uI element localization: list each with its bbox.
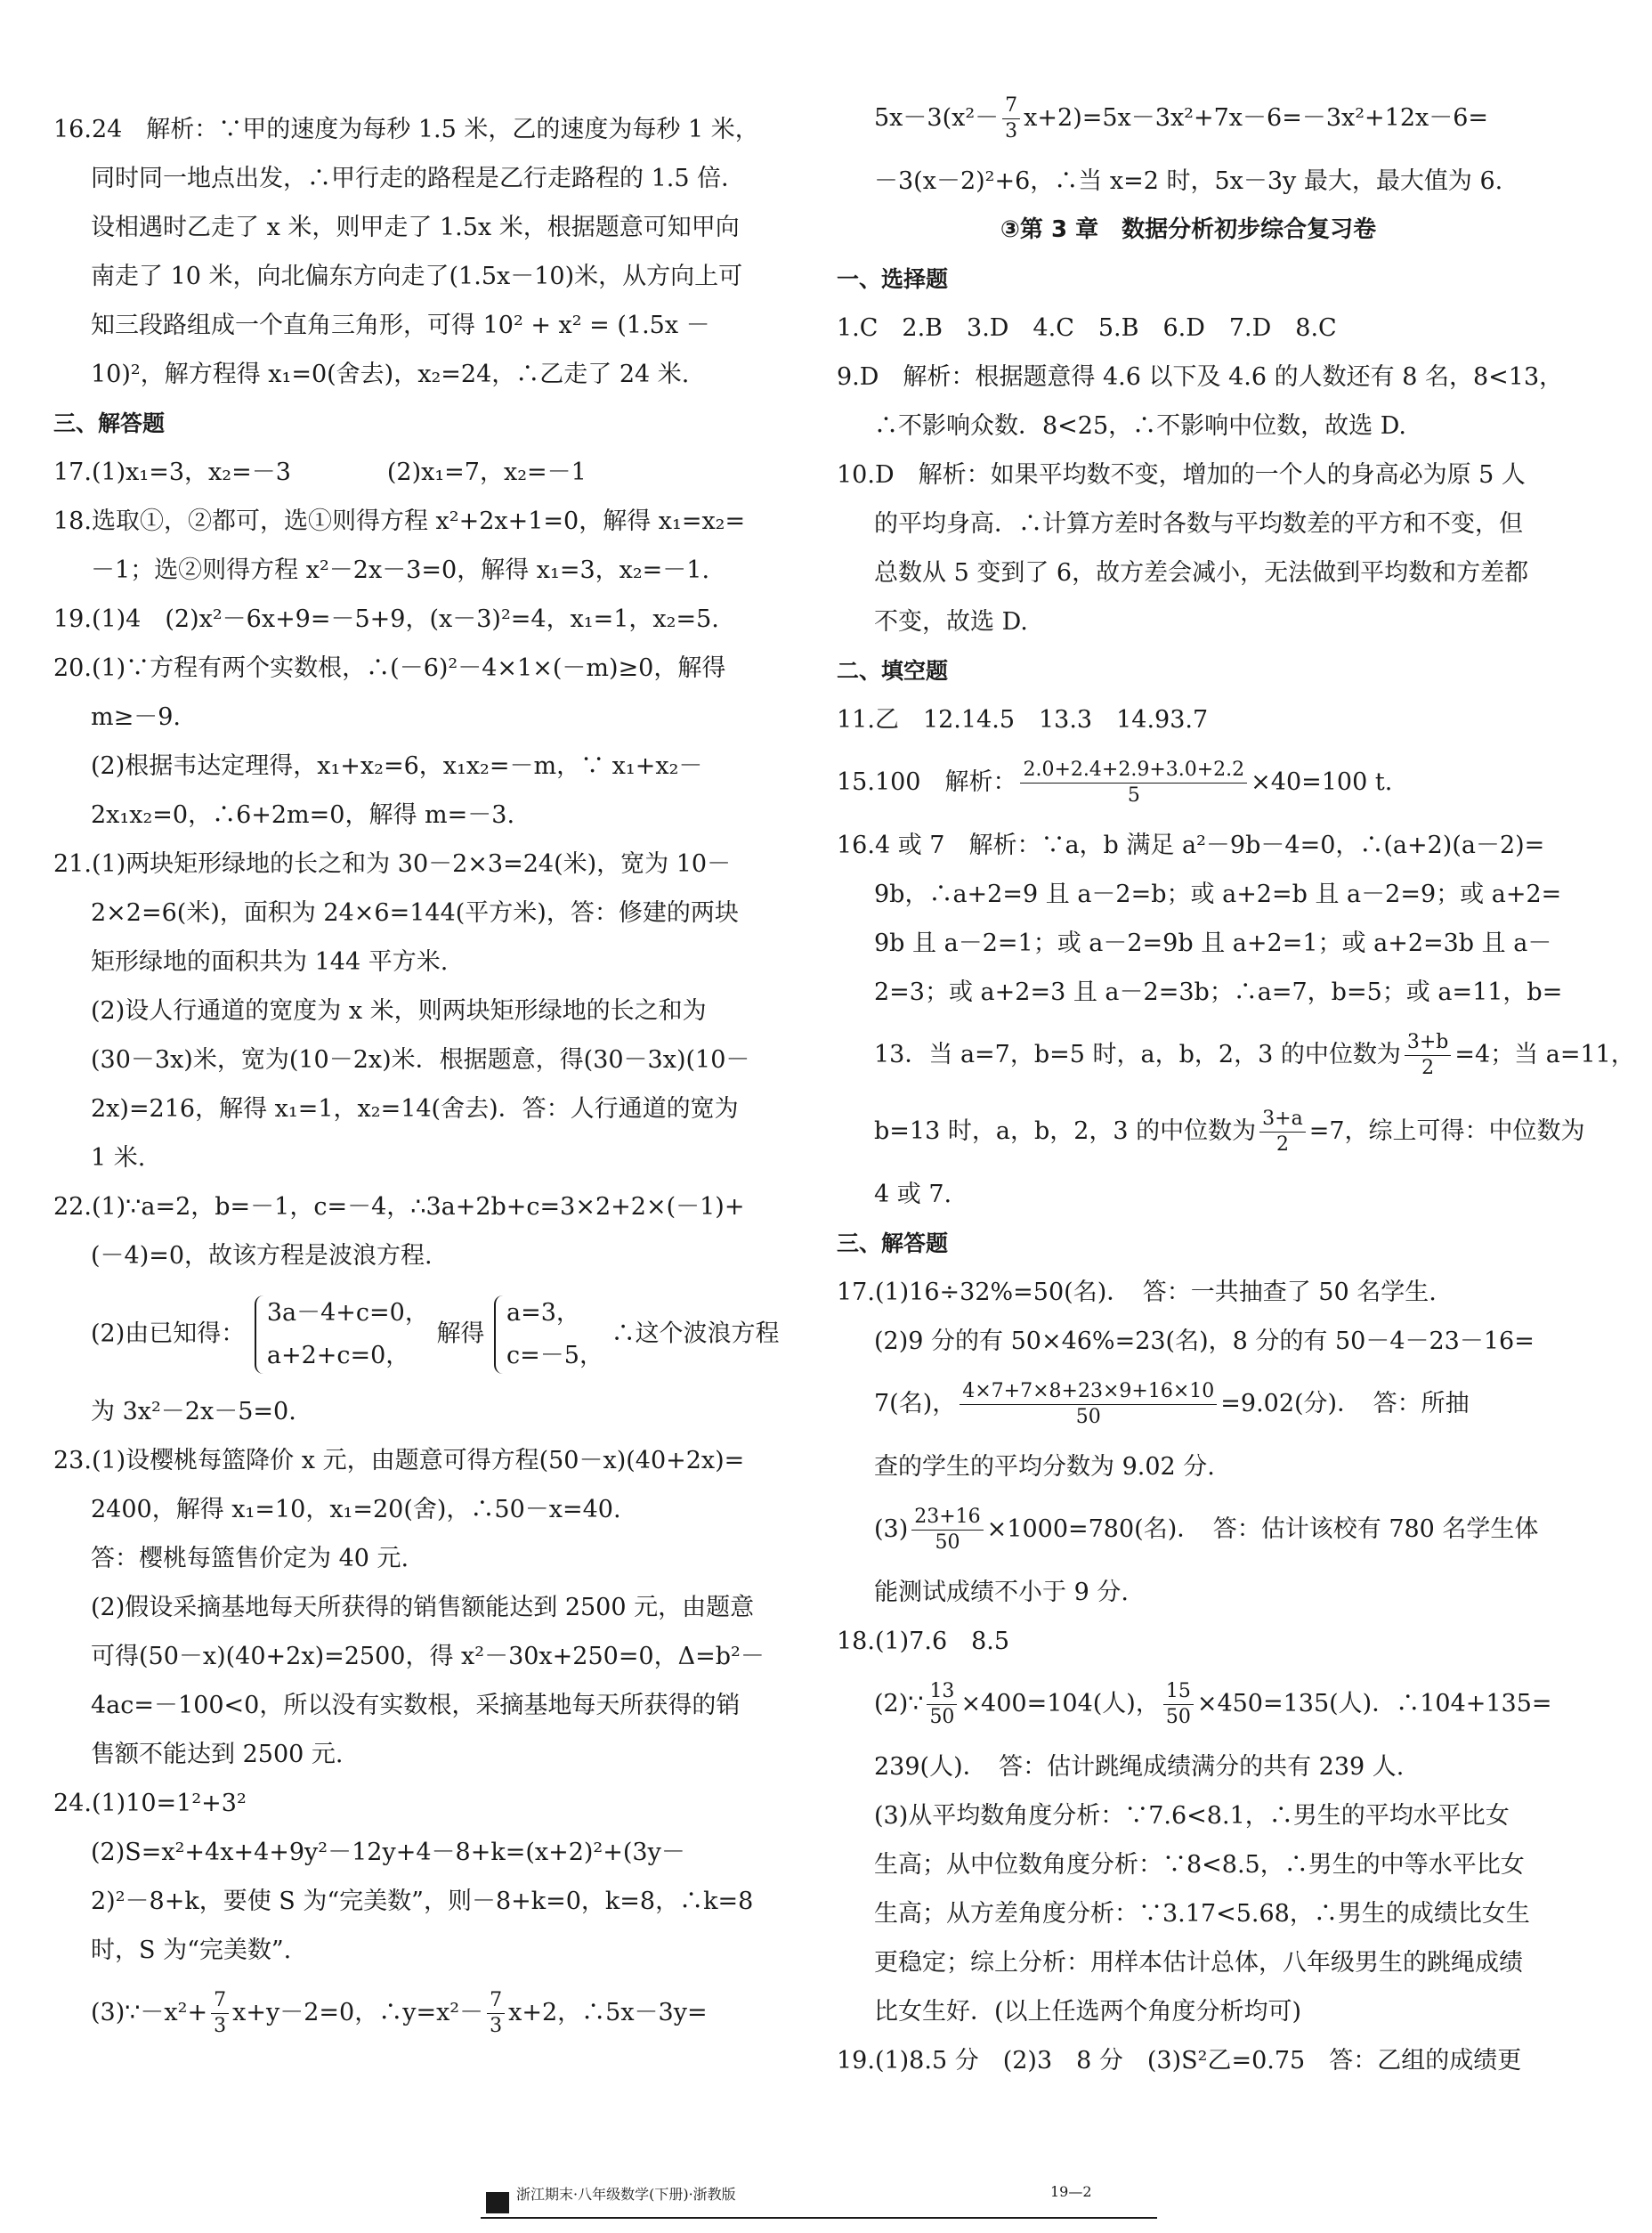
cont-a: 5x－3(x²－ xyxy=(874,104,1000,132)
section-heading-answers-right: 三、解答题 xyxy=(837,1230,949,1256)
q17r-line-5 xyxy=(837,1491,1540,1568)
answers-1-8: 1.C 2.B 3.D 4.C 5.B 6.D 7.D 8.C xyxy=(837,314,1337,342)
section-heading-fill: 二、填空题 xyxy=(837,658,949,684)
fraction-denominator: 50 xyxy=(935,1531,960,1554)
q17r-a: 7(名)， xyxy=(874,1390,957,1417)
fraction-numerator: 3+b xyxy=(1405,1030,1452,1056)
q23-line-6: 4ac=－100<0，所以没有实数根，采摘基地每天所获得的销 xyxy=(91,1692,741,1719)
footer-rule xyxy=(481,2217,1157,2219)
fraction-denominator: 2 xyxy=(1421,1057,1435,1079)
q17r-line-6: 能测试成绩不小于 9 分. xyxy=(874,1579,1129,1606)
q24-part3-a: (3)∵－x²+ xyxy=(91,1999,208,2026)
fraction-numerator: 3+a xyxy=(1259,1107,1306,1133)
q17r-line-1: 17.(1)16÷32%=50(名)． 答：一共抽查了 50 名学生. xyxy=(837,1279,1437,1306)
q16-line-6: 10)²，解方程得 x₁=0(舍去)，x₂=24，∴乙走了 24 米. xyxy=(91,361,690,388)
q16r-line-2: 9b，∴a+2=9 且 a－2=b；或 a+2=b 且 a－2=9；或 a+2= xyxy=(874,881,1562,908)
q16r-line-1: 16.4 或 7 解析：∵a，b 满足 a²－9b－4=0，∴(a+2)(a－2)= xyxy=(837,832,1545,859)
equation-system-1 xyxy=(253,1292,429,1377)
q20-line-1: 20.(1)∵方程有两个实数根，∴(－6)²－4×1×(－m)≥0，解得 xyxy=(53,654,726,682)
q9-line-1: 9.D 解析：根据题意得 4.6 以下及 4.6 的人数还有 8 名，8<13， xyxy=(837,363,1564,391)
q16r-b: =4；当 a=11， xyxy=(1454,1041,1635,1068)
fraction-numerator: 2.0+2.4+2.9+3.0+2.2 xyxy=(1020,758,1247,784)
q21-line-5: (30－3x)米，宽为(10－2x)米．根据题意，得(30－3x)(10－ xyxy=(91,1046,750,1074)
q22-solve: 解得 xyxy=(436,1320,485,1348)
q19: 19.(1)4 (2)x²－6x+9=－5+9，(x－3)²=4，x₁=1，x₂=5. xyxy=(53,605,719,633)
answers-11-14: 11.乙 12.14.5 13.3 14.93.7 xyxy=(837,706,1209,734)
q21-line-2: 2×2=6(米)，面积为 24×6=144(平方米)，答：修建的两块 xyxy=(91,899,739,927)
fraction-mean xyxy=(960,1379,1217,1430)
q22-line-last: 为 3x²－2x－5=0. xyxy=(91,1398,296,1425)
q24-part3-c: x+2，∴5x－3y= xyxy=(508,1999,708,2026)
q16r-line-3: 9b 且 a－2=1；或 a－2=9b 且 a+2=1；或 a+2=3b 且 a－ xyxy=(874,930,1552,957)
q18r-line-7: 更稳定；综上分析：用样本估计总体，八年级男生的跳绳成绩 xyxy=(874,1949,1523,1977)
q24-part3-b: x+y－2=0，∴y=x²－ xyxy=(232,1999,484,2026)
q23-line-1: 23.(1)设樱桃每篮降价 x 元，由题意可得方程(50－x)(40+2x)= xyxy=(53,1447,745,1474)
fraction-denominator: 3 xyxy=(1005,120,1018,142)
q18r-c: ×450=135(人)．∴104+135= xyxy=(1196,1690,1552,1717)
q16r-line-6 xyxy=(837,1093,1585,1170)
right-column xyxy=(837,94,1635,2085)
q10-line-4: 不变，故选 D. xyxy=(874,608,1028,636)
fraction-numerator: 7 xyxy=(1002,93,1020,119)
q21-line-4: (2)设人行通道的宽度为 x 米，则两块矩形绿地的长之和为 xyxy=(91,997,707,1025)
fraction-estimate xyxy=(911,1505,983,1555)
q18-line-2: －1；选②则得方程 x²－2x－3=0，解得 x₁=3，x₂=－1. xyxy=(91,556,710,584)
fraction-numerator: 4×7+7×8+23×9+16×10 xyxy=(960,1379,1217,1405)
q22-system-line xyxy=(53,1280,780,1387)
q16r-line-4: 2=3；或 a+2=3 且 a－2=3b；∴a=7，b=5；或 a=11，b= xyxy=(874,978,1563,1006)
q17r-c: (3) xyxy=(874,1515,909,1543)
page-number: 19—2 xyxy=(1050,2183,1092,2200)
q9-line-2: ∴不影响众数．8<25，∴不影响中位数，故选 D. xyxy=(874,412,1407,440)
q23-line-5: 可得(50－x)(40+2x)=2500，得 x²－30x+250=0，Δ=b²－ xyxy=(91,1643,765,1670)
system1-eq1: 3a－4+c=0， xyxy=(266,1298,429,1327)
q17: 17.(1)x₁=3，x₂=－3 (2)x₁=7，x₂=－1 xyxy=(53,459,587,486)
fraction-13-50 xyxy=(927,1679,957,1730)
fraction-seven-thirds xyxy=(211,1988,229,2039)
footer-title: 浙江期末·八年级数学(下册)·浙教版 xyxy=(516,2186,736,2203)
fraction-denominator: 5 xyxy=(1127,784,1140,807)
cont-b: x+2)=5x－3x²+7x－6=－3x²+12x－6= xyxy=(1024,104,1489,132)
fraction-numerator: 7 xyxy=(487,1988,505,2014)
fraction-denominator: 3 xyxy=(214,2015,227,2037)
q16r-line-7: 4 或 7. xyxy=(874,1181,952,1208)
q10-line-2: 的平均身高．∴计算方差时各数与平均数差的平方和不变，但 xyxy=(874,510,1523,538)
left-column xyxy=(53,105,780,2051)
q16-line-4: 南走了 10 米，向北偏东方向走了(1.5x－10)米，从方向上可 xyxy=(91,263,743,290)
q20-line-4: 2x₁x₂=0，∴6+2m=0，解得 m=－3. xyxy=(91,801,515,829)
q24-line-2: (2)S=x²+4x+4+9y²－12y+4－8+k=(x+2)²+(3y－ xyxy=(91,1839,685,1866)
q16-line-3: 设相遇时乙走了 x 米，则甲走了 1.5x 米，根据题意可知甲向 xyxy=(91,214,740,241)
q23-line-3: 答：樱桃每篮售价定为 40 元. xyxy=(91,1545,409,1572)
fraction-numerator: 15 xyxy=(1163,1679,1194,1705)
q16r-line-5 xyxy=(837,1017,1635,1093)
chapter-title: ③第 3 章 数据分析初步综合复习卷 xyxy=(1000,216,1377,243)
q18r-line-6: 生高；从方差角度分析：∵3.17<5.68，∴男生的成绩比女生 xyxy=(874,1900,1530,1928)
q18r-line-3: 239(人)． 答：估计跳绳成绩满分的共有 239 人. xyxy=(874,1753,1405,1781)
q23-line-2: 2400，解得 x₁=10，x₁=20(舍)，∴50－x=40. xyxy=(91,1496,621,1523)
system2-eq2: c=－5， xyxy=(506,1341,603,1369)
q10-line-3: 总数从 5 变到了 6，故方差会减小，无法做到平均数和方差都 xyxy=(874,559,1529,587)
q16-line-5: 知三段路组成一个直角三角形，可得 10² + x² = (1.5x － xyxy=(91,312,710,339)
q22-line-2: (－4)=0，故该方程是波浪方程. xyxy=(91,1242,433,1270)
q16-line-2: 同时同一地点出发，∴甲行走的路程是乙行走路程的 1.5 倍． xyxy=(91,165,746,192)
q16r-c: b=13 时，a，b，2，3 的中位数为 xyxy=(874,1117,1257,1145)
fraction-q15 xyxy=(1020,758,1247,808)
q18-line-1: 18.选取①，②都可，选①则得方程 x²+2x+1=0，解得 x₁=x₂= xyxy=(53,508,746,535)
q21-line-6: 2x)=216，解得 x₁=1，x₂=14(舍去)．答：人行通道的宽为 xyxy=(91,1095,739,1123)
q21-line-7: 1 米. xyxy=(91,1144,146,1172)
q20-line-2: m≥－9. xyxy=(91,703,181,731)
section-heading-choice: 一、选择题 xyxy=(837,266,949,292)
fraction-denominator: 3 xyxy=(490,2015,503,2037)
q16-line-1: 16.24 解析：∵甲的速度为每秒 1.5 米，乙的速度为每秒 1 米， xyxy=(53,116,759,143)
fraction-denominator: 50 xyxy=(1075,1406,1101,1428)
q24-line-4: 时，S 为“完美数”. xyxy=(91,1937,292,1964)
q19r: 19.(1)8.5 分 (2)3 8 分 (3)S²乙=0.75 答：乙组的成绩更 xyxy=(837,2047,1522,2075)
q18r-line-5: 生高；从中位数角度分析：∵8<8.5，∴男生的中等水平比女 xyxy=(874,1851,1525,1879)
q17r-line-2: (2)9 分的有 50×46%=23(名)，8 分的有 50－4－23－16= xyxy=(874,1328,1535,1355)
equation-system-2 xyxy=(492,1292,603,1377)
fraction-numerator: 13 xyxy=(927,1679,957,1705)
q17r-line-4: 查的学生的平均分数为 9.02 分. xyxy=(874,1453,1215,1481)
q22-therefore: ∴这个波浪方程 xyxy=(611,1320,780,1348)
fraction-15-50 xyxy=(1163,1679,1194,1730)
system1-eq2: a+2+c=0， xyxy=(266,1341,410,1369)
fraction-numerator: 23+16 xyxy=(911,1505,983,1531)
q22-given: (2)由已知得： xyxy=(91,1320,246,1348)
fraction-denominator: 2 xyxy=(1275,1133,1289,1156)
q20-line-3: (2)根据韦达定理得，x₁+x₂=6，x₁x₂=－m，∵ x₁+x₂－ xyxy=(91,752,703,780)
q21-line-1: 21.(1)两块矩形绿地的长之和为 30－2×3=24(米)，宽为 10－ xyxy=(53,850,732,878)
q15-b: ×40=100 t. xyxy=(1251,768,1393,796)
q17r-d: ×1000=780(名)． 答：估计该校有 780 名学生体 xyxy=(986,1515,1539,1543)
fraction-numerator: 7 xyxy=(211,1988,229,2014)
q24-line-5 xyxy=(53,1975,757,2051)
q18r-b: ×400=104(人)， xyxy=(960,1690,1160,1717)
fraction-seven-thirds-2 xyxy=(487,1988,505,2039)
q17r-b: =9.02(分)． 答：所抽 xyxy=(1220,1390,1470,1417)
fraction-denominator: 50 xyxy=(1165,1706,1191,1728)
q18r-a: (2)∵ xyxy=(874,1690,924,1717)
fraction-seven-thirds-3 xyxy=(1002,93,1020,144)
q15-a: 15.100 解析： xyxy=(837,768,1017,796)
section-heading-answers: 三、解答题 xyxy=(53,410,166,436)
q18r-line-8: 比女生好．(以上任选两个角度分析均可) xyxy=(874,1998,1302,2026)
q17r-line-3 xyxy=(837,1366,1540,1442)
q21-line-3: 矩形绿地的面积共为 144 平方米. xyxy=(91,948,449,976)
q18r-line-4: (3)从平均数角度分析：∵7.6<8.1，∴男生的平均水平比女 xyxy=(874,1802,1510,1830)
fraction-median-1 xyxy=(1405,1030,1452,1081)
q10-line-1: 10.D 解析：如果平均数不变，增加的一个人的身高必为原 5 人 xyxy=(837,461,1526,489)
q24-line-1: 24.(1)10=1²+3² xyxy=(53,1790,247,1817)
cont-line-2: －3(x－2)²+6，∴当 x=2 时，5x－3y 最大，最大值为 6. xyxy=(874,167,1503,195)
q24-line-3: 2)²－8+k，要使 S 为“完美数”，则－8+k=0，k=8，∴k=8 xyxy=(91,1888,754,1915)
q15 xyxy=(837,744,1540,821)
fraction-median-2 xyxy=(1259,1107,1306,1157)
cont-line-1 xyxy=(837,80,1540,157)
q16r-a: 13．当 a=7，b=5 时，a，b，2，3 的中位数为 xyxy=(874,1041,1401,1068)
q18r-line-1: 18.(1)7.6 8.5 xyxy=(837,1628,1010,1655)
q16r-d: =7，综上可得：中位数为 xyxy=(1308,1117,1585,1145)
page-footer xyxy=(0,2186,1652,2221)
book-logo-icon xyxy=(486,2192,509,2213)
q23-line-4: (2)假设采摘基地每天所获得的销售额能达到 2500 元，由题意 xyxy=(91,1594,755,1621)
q22-line-1: 22.(1)∵a=2，b=－1，c=－4，∴3a+2b+c=3×2+2×(－1)+ xyxy=(53,1193,745,1221)
fraction-denominator: 50 xyxy=(929,1706,955,1728)
q18r-line-2 xyxy=(837,1666,1552,1742)
q23-line-7: 售额不能达到 2500 元. xyxy=(91,1741,344,1768)
system2-eq1: a=3， xyxy=(506,1298,580,1327)
